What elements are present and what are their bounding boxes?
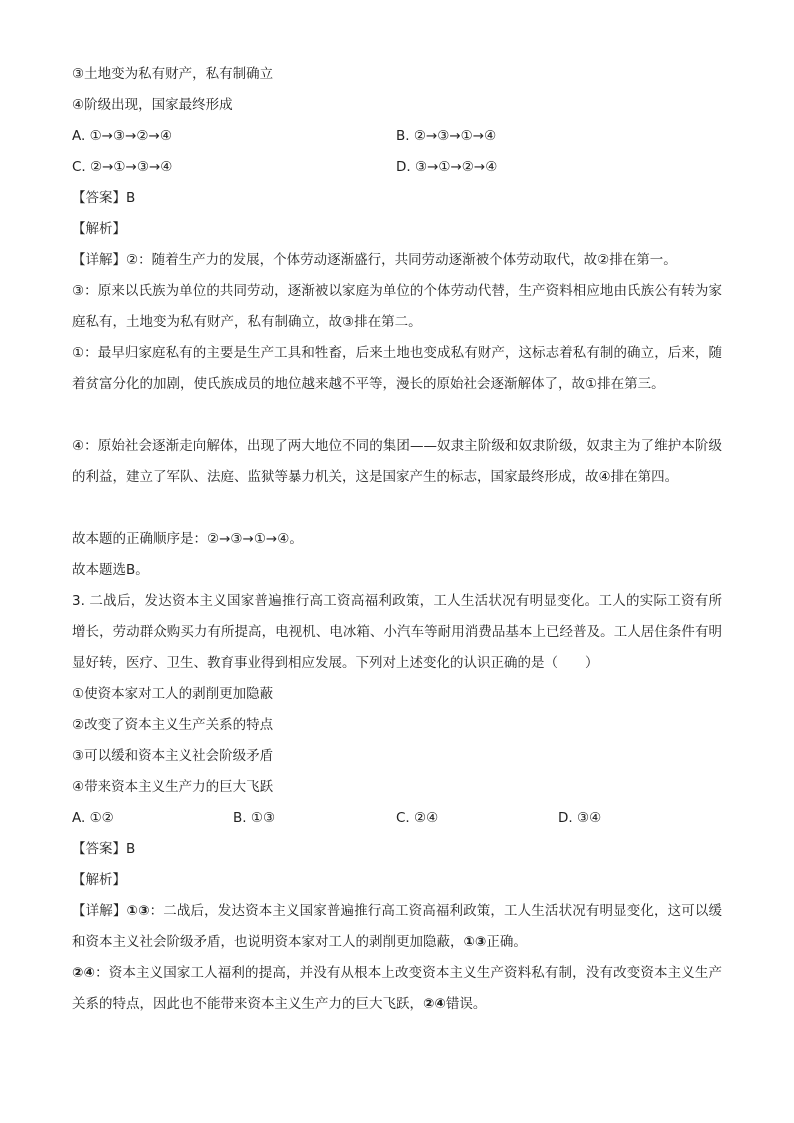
q3-detail-2-end: 错误。: [445, 996, 487, 1012]
q3-detail-2-bold-2: ②④: [423, 996, 446, 1012]
q2-detail-4: ④：原始社会逐渐走向解体，出现了两大地位不同的集团——奴隶主阶级和奴隶阶级，奴隶主为了维护本阶级的利益，建立了军队、法庭、监狱等暴力机关，这是国家产生的标志，国家最终形成，故④排在第四。: [72, 438, 722, 485]
q3-detail-2-text: ：资本主义国家工人福利的提高，并没有从根本上改变资本主义生产资料私有制，没有改变资本主义生产关系的特点，因此也不能带来资本主义生产力的巨大飞跃，: [72, 965, 722, 1012]
q2-statement-3: ③土地变为私有财产，私有制确立: [72, 66, 274, 82]
q3-detail-2-bold: ②④: [72, 965, 96, 981]
q3-analysis-label: 【解析】: [72, 872, 126, 888]
q3-stem: 3. 二战后，发达资本主义国家普遍推行高工资高福利政策，工人生活状况有明显变化。工人的实际工资有所增长，劳动群众购买力有所提高，电视机、电冰箱、小汽车等耐用消费品基本上已经普及。工人居住条件有明显好转，医疗、卫生、教育事业得到相应发展。下列对上述变化的认识正确的是（ ）: [72, 593, 722, 671]
q2-detail-3: ①：最早归家庭私有的主要是生产工具和牲畜，后来土地也变成私有财产，这标志着私有制的确立，后来，随着贫富分化的加剧，使氏族成员的地位越来越不平等，漫长的原始社会逐渐解体了，故①排在第三。: [72, 345, 722, 392]
q3-statement-4: ④带来资本主义生产力的巨大飞跃: [72, 779, 274, 795]
q2-order: 故本题的正确顺序是：②→③→①→④。: [72, 531, 303, 547]
q2-choose: 故本题选B。: [72, 562, 149, 578]
q3-detail-1-end: 正确。: [486, 934, 527, 950]
q3-answer: 【答案】B: [72, 841, 136, 857]
q3-detail-1-bold-2: ①③: [463, 934, 487, 950]
q2-option-d: D. ③→①→②→④: [396, 159, 498, 175]
q3-option-d: D. ③④: [558, 810, 602, 826]
q2-option-a: A. ①→③→②→④: [72, 128, 172, 144]
q2-option-b: B. ②→③→①→④: [396, 128, 497, 144]
q3-statement-2: ②改变了资本主义生产关系的特点: [72, 717, 274, 733]
q2-detail-1: 【详解】②：随着生产力的发展，个体劳动逐渐盛行，共同劳动逐渐被个体劳动取代，故②排在第一。: [72, 252, 677, 268]
q3-statement-1: ①使资本家对工人的剥削更加隐蔽: [72, 686, 274, 702]
q2-option-c: C. ②→①→③→④: [72, 159, 173, 175]
q2-detail-2: ③：原来以氏族为单位的共同劳动，逐渐被以家庭为单位的个体劳动代替，生产资料相应地由氏族公有转为家庭私有，土地变为私有财产，私有制确立，故③排在第二。: [72, 283, 722, 330]
q3-statement-3: ③可以缓和资本主义社会阶级矛盾: [72, 748, 274, 764]
q3-detail-1-text: ：二战后，发达资本主义国家普遍推行高工资高福利政策，工人生活状况有明显变化，这可以缓和资本主义社会阶级矛盾，也说明资本家对工人的剥削更加隐蔽，: [72, 903, 722, 950]
q2-statement-4: ④阶级出现，国家最终形成: [72, 97, 233, 113]
q3-option-a: A. ①②: [72, 810, 114, 826]
q3-detail-1: [72, 896, 722, 958]
q3-detail-2: [72, 958, 722, 1020]
q2-answer: 【答案】B: [72, 190, 136, 206]
q3-option-c: C. ②④: [396, 810, 439, 826]
q2-analysis-label: 【解析】: [72, 221, 126, 237]
q3-detail-1-prefix: 【详解】: [72, 903, 127, 919]
q3-option-b: B. ①③: [233, 810, 276, 826]
q3-detail-1-bold: ①③: [126, 903, 150, 919]
